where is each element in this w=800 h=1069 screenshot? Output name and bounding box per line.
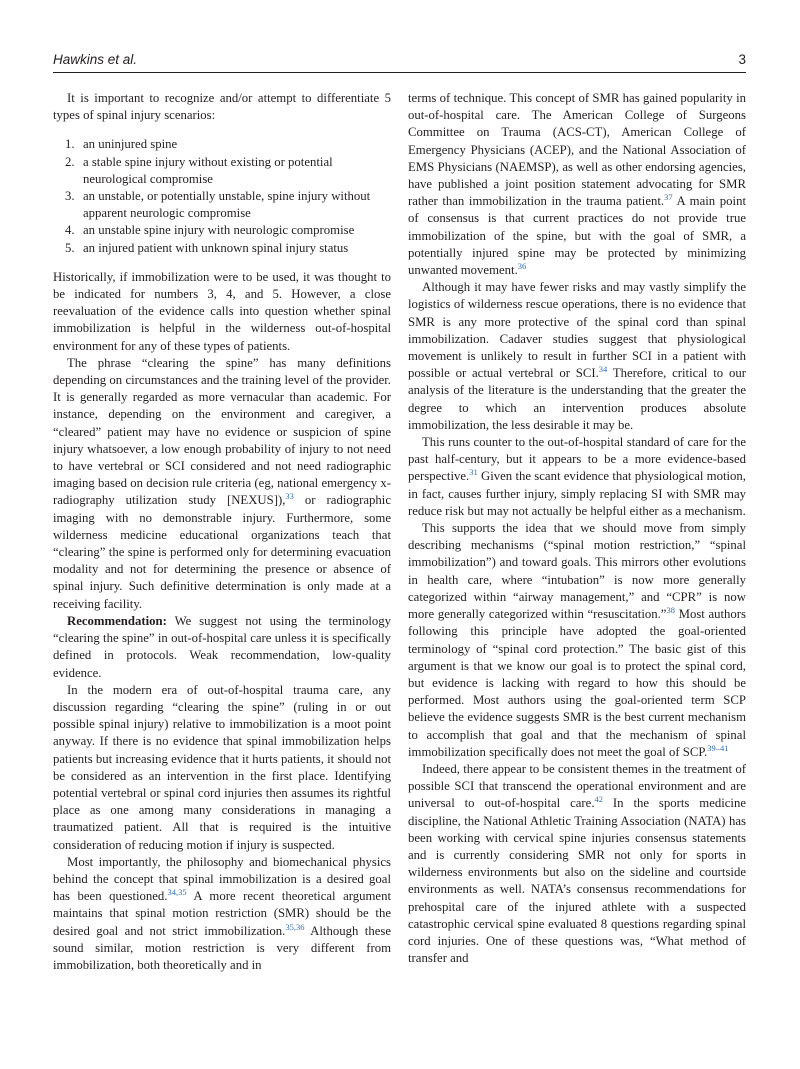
body-paragraph: The phrase “clearing the spine” has many definitions depending on circumstances and the training level of the provider. It is generally regarded as more vernacular than academic. For instance, depending on the environment and caregiver, a “cleared” patient may have no evidence or suspicion of spine injury whatsoever, a low enough probability of injury to not need to have vertebral or SCI considered and not need radiographic imaging based on decision rule criteria (eg, national emergency x-radiography utilization study [NEXUS]),$^{33}$ or radiographic imaging with no demonstrable injury. Furthermore, some wilderness medicine educational organizations teach that “clearing” the spine is performed only for determining evacuation modality and not for determining the presence or absence of spinal injury. Such definitive determination is only made at a receiving facility.	[53, 355, 391, 611]
recommendation-paragraph: Recommendation: We suggest not using the terminology “clearing the spine” in out-of-hospital care unless it is specifically defined in protocols. Weak recommendation, low-quality evidence.	[53, 613, 391, 680]
list-item: 5. an injured patient with unknown spinal injury status	[65, 240, 349, 255]
running-header-authors: Hawkins et al.	[53, 52, 138, 67]
list-item: 4. an unstable spine injury with neurologic compromise	[65, 223, 355, 238]
body-paragraph: In the modern era of out-of-hospital trauma care, any discussion regarding “clearing the spine” (ruling in or out possible spinal injury) relative to immobilization is a moot point anyway. If there is no evidence that spinal immobilization helps patients but increasing evidence that it hurts patients, it should not be considered as an intervention in the first place. Identifying potential vertebral or spinal cord injuries then assumes its rightful place as one among many considerations in managing a traumatized patient. All that is required is the intuitive consideration of reducing motion if injury is suspected.	[53, 682, 391, 852]
citation-link[interactable]: 36	[517, 260, 527, 271]
citation-link[interactable]: 34	[598, 364, 608, 374]
body-paragraph: Indeed, there appear to be consistent themes in the treatment of possible SCI that transcend the operational environment and are universal to out-of-hospital care.$^{42}$ In the sports medicine discipline, the National Athletic Training Association (NATA) has been working with cervical spine injuries consensus statements and is currently considering SMR not only for sports in wilderness environments but also on the sideline and courtside environments as well. NATA’s consensus recommendations for prehospital care of the injured athlete with a suspected catastrophic cervical spine evaluated 8 questions regarding spinal cord injuries. One of these questions was, “What method of transfer and	[408, 761, 746, 966]
body-paragraph: This runs counter to the out-of-hospital standard of care for the past half-century, but it appears to be a more evidence-based perspective.$^{31}$ Given the scant evidence that physiological motion, in fact, causes further injury, simply replacing SI with SMR may reduce risk but may not actually be helpful either as a mechanism.	[408, 435, 746, 518]
body-paragraph: Although it may have fewer risks and may vastly simplify the logistics of wilderness rescue operations, there is no evidence that SMR is any more protective of the spinal cord than spinal immobilization. Cadaver studies suggest that physiological movement is unlikely to result in further SCI in a patient with possible or actual vertebral or SCI.$^{34}$ Therefore, critical to our analysis of the literature is the understanding that the greater the degree to which an intervention produces absolute immobilization, the less desirable it may be.	[408, 280, 746, 432]
citation-link[interactable]: 33	[285, 491, 294, 502]
citation-link[interactable]: 38	[666, 604, 675, 615]
body-paragraph: Most importantly, the philosophy and biomechanical physics behind the concept that spinal immobilization is a desired goal has been questioned.$^{34,35}$ A more recent theoretical argument maintains that spinal motion restriction (SMR) should be the desired goal and not strict immobilization.$^{35,36}$ Although these sound similar, motion restriction is very different from immobilization, both theoretically and in	[53, 854, 391, 972]
body-paragraph: terms of technique. This concept of SMR has gained popularity in out-of-hospital care. The American College of Surgeons Committee on Trauma (ACS-CT), American College of Emergency Physicians (ACEP), and the National Association of EMS Physicians (NAEMSP), as well as other endorsing agencies, have published a joint position statement advocating for SMR rather than immobilization in the trauma patient.$^{37}$ A main point of consensus is that current practices do not provide true immobilization of the spine, but with the goal of SMR, a potentially injured spine may be protected by minimizing unwanted movement.$^{36}$	[408, 91, 746, 278]
left-column	[53, 90, 391, 974]
citation-link[interactable]: 42	[594, 794, 604, 805]
page-number: 3	[738, 52, 746, 67]
injury-scenario-list	[53, 136, 391, 256]
citation-link[interactable]: 31	[469, 467, 478, 478]
list-item: 2. a stable spine injury without existing or potential neurological compromise	[65, 154, 333, 186]
body-paragraph: This supports the idea that we should move from simply describing mechanisms (“spinal motion restriction,” “spinal immobilization”) and toward goals. This mirrors other evolutions in health care, where “intubation” is now more generally categorized within “airway management,” and “CPR” is now more generally categorized within “resuscitation.”$^{38}$ Most authors following this principle have adopted the goal-oriented terminology of “spinal cord protection.” The basic gist of this argument is that we know our goal is to protect the spinal cord, but evidence is lacking with regard to how this should be performed. Most authors using the goal-oriented term SCP believe the evidence suggests SMR is the best current mechanism to accomplish that goal and that the mechanism of spinal immobilization specifically does not meet the goal of SCP.$^{39-41}$	[408, 521, 746, 759]
citation-link[interactable]: 37	[664, 191, 673, 202]
list-item: 3. an unstable, or potentially unstable, spine injury without apparent neurologic compromise	[65, 189, 371, 221]
intro-paragraph: It is important to recognize and/or attempt to differentiate 5 types of spinal injury scenarios:	[53, 91, 391, 123]
right-column	[408, 90, 746, 967]
recommendation-label: Recommendation:	[67, 613, 167, 628]
citation-link[interactable]: 35,36	[285, 921, 305, 932]
running-header	[53, 50, 746, 73]
body-paragraph: Historically, if immobilization were to be used, it was thought to be indicated for numbers 3, 4, and 5. However, a close reevaluation of the evidence calls into question whether spinal immobilization is helpful in the wilderness out-of-hospital environment for any of these types of patients.	[53, 269, 391, 353]
list-item: 1. an uninjured spine	[65, 137, 178, 152]
citation-link[interactable]: 39–41	[707, 742, 729, 753]
citation-link[interactable]: 34,35	[167, 886, 187, 897]
